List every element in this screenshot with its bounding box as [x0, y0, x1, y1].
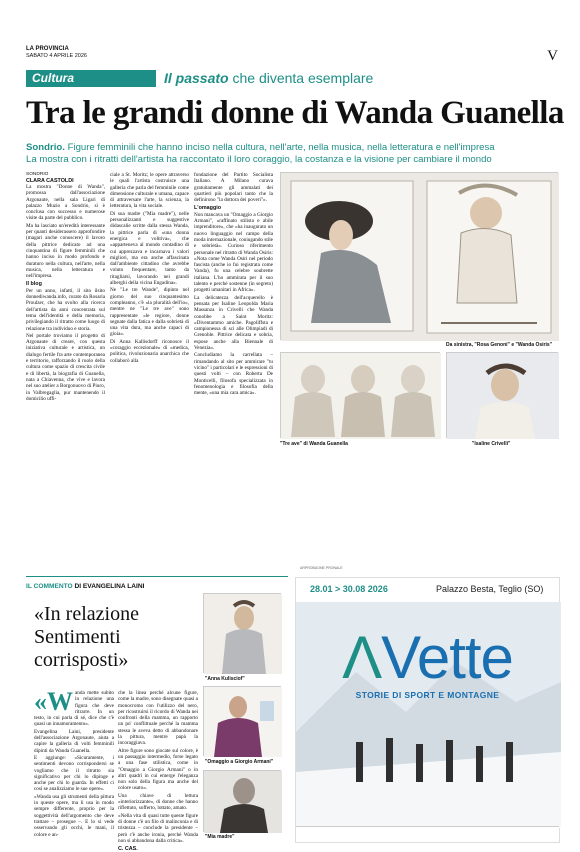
photo-isaline — [446, 352, 558, 438]
deck-line1: Figure femminili che hanno inciso nella cultura, nell'arte, nella musica, nella letteratura e nell'impresa — [64, 142, 495, 153]
issue-date: SABATO 4 APRILE 2026 — [26, 53, 87, 59]
ad-dates: 28.01 > 30.08 2026 — [310, 584, 388, 594]
paragraph: fondazione del Partito Socialista Italiano. A Milano curava gratuitamente gli ammalati dei quartieri più popolari tanto che la definirono "la dottora dei poveri"». — [194, 172, 273, 204]
caption-isaline: "Isaline Crivelli" — [472, 441, 511, 447]
painting-illustration — [204, 594, 282, 674]
commento-prefix: IL COMMENTO — [26, 583, 73, 590]
deck-line2: La mostra con i ritratti dell'artista ha raccontato il loro coraggio, la costanza e la visione per cambiare il mondo — [26, 154, 492, 165]
paragraph: Per un anno, infatti, il sito ilsito donnediwanda.info, curato da Rosaria Proulzer, che ha svolto alla ricerca dell'artista da anni concentrata sul tema dell'identità e della memoria, privilegiando il ritratto come luogo di relazione tra individuo e storia. — [26, 287, 105, 332]
paragraph: Evangelina Laini, presidente dell'associazione Argonaute, aiuta a capire la galleria di volti femminili dipinti da Wanda Guanella. — [34, 728, 114, 754]
ad-title — [296, 624, 559, 691]
article-column-2 — [110, 172, 189, 574]
paragraph: Ma ha lasciato un'eredità interessante per quanti desiderassero approfondire (magari anche conoscere) il lavoro della pittrice dedicato ad una cinquantina di figure femminili che hanno inciso in modo profondo e duraturo nella cultura, nell'arte, nella musica, nella letteratura e nell'impresa. — [26, 222, 105, 280]
paragraph: «Nella vita di quasi tutte queste figure di donne c'è un filo di malinconia e di tristezza – conclude la presidente – però c'è anche ironia, perché Wanda non si abbandona dalla critica». — [118, 812, 198, 844]
headline: Tra le grandi donne di Wanda Guanella — [26, 95, 564, 131]
paragraph: anda mette subito in relazione una figura che deve ritrarre. In un testo, in cui parla di sé, dice che c'è quasi un innamoramento». — [34, 690, 114, 728]
section-divider — [26, 576, 288, 577]
paragraph: Di Anna Kallisdorff riconosce il «coraggio eccezionale» di «medica, politica, rivoluzionaria anarchica che collaborò alla — [110, 338, 189, 364]
photo-anna — [203, 593, 281, 673]
paragraph: La mostra "Donne di Wanda", promossa dall'associazione Argonaute, nella sala Ligari di palazzo Muzio a Sondrio, si è conclusa con successo e numerose visite da parte del pubblico. — [26, 184, 105, 222]
paragraph: Concludiamo la carrellata – rimandando al sito per ammirare "tu vicino" i particolari e le espressioni di questi volti – con Roberta De Monticelli, filosofa specializzata in fenomenologia e filosofia della mente, «una mia cara amica». — [194, 352, 273, 397]
painting-illustration — [204, 687, 282, 757]
article-column-3 — [194, 172, 273, 574]
drop-cap: «W — [34, 687, 73, 716]
subheading: Il blog — [26, 281, 42, 288]
section-kicker — [164, 70, 373, 87]
photo-armani — [203, 686, 281, 756]
deck — [26, 142, 566, 166]
subheading: L'omaggio — [194, 205, 222, 212]
section-tag: Cultura — [26, 70, 156, 87]
paragraph: Di sua madre ("Mia madre"), nelle personalizzanti e suggestive didascalie scritte dalla stessa Wanda, la pittrice parla di «una donna energica e volitiva», che «apparteneva al mondo contadino di cui apprezzava e incarnava i valori migliori, ma era anche affascinata dall'ambiente cittadino che avrebbe voluto frequentare, tanto da ritagliarsi, lavorando nei grandi alberghi della vicina Engadina». — [110, 210, 189, 287]
caption-armani: "Omaggio a Giorgio Armani" — [205, 759, 274, 765]
ad-place: Palazzo Besta, Teglio (SO) — [436, 584, 544, 594]
photo-tre-ave — [280, 352, 440, 438]
kicker-rest: che diventa esemplare — [228, 70, 374, 86]
paragraph: «Wanda usa gli strumenti della pittura in queste opere, ma li usa in modo sempre differente, proprio per la soggettività dell'argomento che deve trattare – prosegue –. E lo si vede osservando gli occhi, le mani, il colore e an- — [34, 793, 114, 838]
byline — [26, 172, 105, 184]
painting-illustration — [281, 173, 559, 341]
advertisement-vette[interactable] — [295, 577, 560, 843]
caption-top-right: Da sinistra, "Rosa Genoni" e "Wanda Osiris" — [446, 342, 552, 348]
publication-name: LA PROVINCIA — [26, 46, 69, 52]
caption-tre-ave: "Tre ave" di Wanda Guanella — [280, 441, 348, 447]
paragraph: ciale a St. Moritz; le opere attraverso le quali l'artista costruisce una galleria che parla del femminile come dimensione culturale e umana, capace di attraversare l'arte, la scienza, la letteratura, la vita sociale. — [110, 172, 189, 210]
ad-tagline: STORIE DI SPORT E MONTAGNE — [355, 690, 500, 700]
paragraph: che la linea perché alcune figure, come la madre, sono disegnate quasi a monocromo con l'utilizzo del nero, per ricostruirsi il ricordo di Wanda nei confronti della mamma, un rapporto un po' conflittuale perché la mamma stessa le aveva detto di abbandonare la pittura, mentre papà la incoraggiava. — [118, 690, 198, 747]
page-letter: V — [547, 48, 558, 64]
byline-place: SONDRIO — [26, 172, 49, 177]
pull-quote — [34, 603, 139, 672]
photo-mia-madre — [203, 770, 281, 832]
section-bar — [26, 70, 558, 87]
ad-title-prefix: Λ — [342, 624, 382, 691]
kicker-bold: Il passato — [164, 70, 229, 86]
caption-mia-madre: "Mia madre" — [205, 834, 235, 840]
painting-illustration — [281, 353, 441, 439]
commento-label — [26, 583, 144, 590]
commento-author: DI EVANGELINA LAINI — [72, 583, 145, 590]
paragraph: E aggiunge: «Sicuramente, i sentimenti devono corrispondersi se vogliamo che il ritratto sia significativo per chi lo dipinge e anche per chi lo guarda. In effetti ci così se analizziamo le sue opere». — [34, 754, 114, 793]
paragraph: La delicatezza dell'acquerello è pensata per Isaline Leopolda Maria Massanza in Crivelli che Wanda conobbe a Saint Moritz: «Diventammo amiche. Pagoliffsta e campionessa di sci alle Olimpiadi di Grenoble. Pittrice delicata e sobria, espose anche alla Biennale di Venezia». — [194, 294, 273, 352]
paragraph: Altre figure sono giocate sul colore, è un passaggio intermedio, forse legato a una fase stilistica, come in "Omaggio a Giorgio Armani" o in altri quadri in cui emerge l'eleganza non solo della figura ma anche del colore usato». — [118, 747, 198, 792]
deck-place: Sondrio. — [26, 142, 65, 153]
byline-author: CLARA CASTOLDI — [26, 178, 74, 184]
ad-title-text: Vette — [381, 624, 513, 691]
quote-line: «In relazione — [34, 603, 139, 625]
photo-rosa-wanda — [280, 172, 558, 340]
quote-line: corrisposti» — [34, 649, 129, 671]
ad-sponsor-logos — [296, 826, 559, 842]
photo-credit: ARPROBUONE PRONALE — [300, 566, 343, 570]
commento-signature: C. CAS. — [118, 846, 138, 852]
paragraph: Ne "Le tre Wande", dipinto nel giorno del suo cinquantesimo compleanno, c'è «la pluralità dell'io», mentre ne "Le tre ave" sono rappresentate «le regiore, donne segnate dalla fatica e dalla sobrietà di una vita dura, ma anche capaci di gioia». — [110, 287, 189, 338]
article-column-1 — [26, 172, 105, 574]
paragraph: Nel portale troviamo il progetto di Argonaute di creare, con questa iniziativa culturale e artistica, un dialogo fertile fra arte contemporanea e territorio, rafforzando il ruolo della cultura come spazio di crescita civile e di libertà, la biografia di Guanella, nata a Chiavenna, che vive e lavora nel suo atelier a Borgonuovo di Piuro, in Valbregaglia, pur mantenendo il domicilio uffi- — [26, 332, 106, 402]
caption-anna: "Anna Kulisciof" — [205, 676, 245, 682]
quote-line: Sentimenti — [34, 626, 121, 648]
painting-illustration — [204, 771, 282, 833]
commento-column-1 — [34, 687, 114, 845]
commento-column-2 — [118, 690, 198, 852]
painting-illustration — [447, 353, 559, 439]
masthead — [26, 46, 87, 60]
paragraph: Una chiave di lettura «interiorizzante», di donne che hanno riflettuto, sofferto, lottato, amato. — [118, 792, 198, 812]
paragraph: Non mancava un "Omaggio a Giorgio Armani", «raffinato stilista e abile imprenditore», che «ha inaugurato un nuovo linguaggio nel campo della moda internazionale, coniugando stile e sobrietà». Curioso riferimento personale nel ritratto di Wanda Osiris: «Nota come Wanda Osiri nel periodo fascista (anche io fui registrata come Vanda), fu una celebre soubrette italiana. L'ho ammirata per il suo talento e perché sostenne (in segreto) progetti umanitari in Africa». — [194, 211, 273, 294]
